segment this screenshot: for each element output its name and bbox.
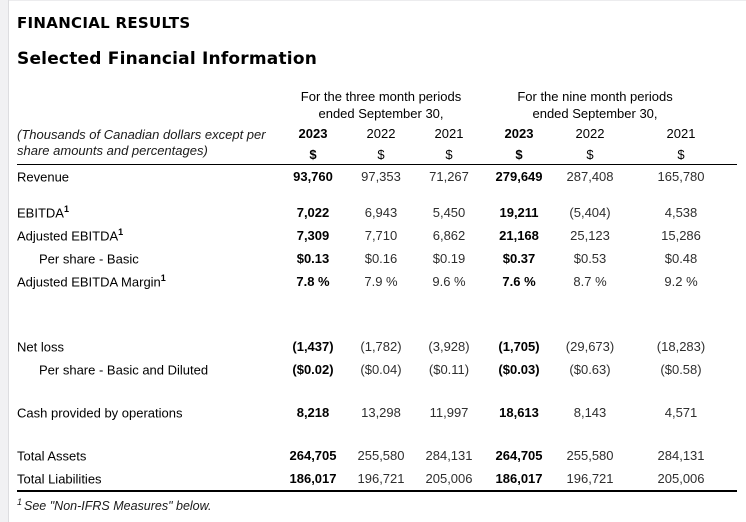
row-label: EBITDA$^1$ <box>17 204 69 221</box>
value-cell: 97,353 <box>361 169 401 184</box>
value-cell: 8,143 <box>573 405 607 420</box>
row-label: Revenue <box>17 169 70 185</box>
nine-month-group-header <box>483 88 737 122</box>
value-cell: 6,862 <box>432 228 466 243</box>
value-cell: 93,760 <box>293 169 333 184</box>
table-row <box>17 358 737 381</box>
group-header-spacer <box>17 88 279 122</box>
value-cell: 15,286 <box>661 228 701 243</box>
value-cell: ($0.63) <box>569 362 611 377</box>
value-cell: $0.37 <box>502 251 536 266</box>
unit-note-line2: share amounts and percentages) <box>17 143 208 158</box>
currency-symbol: $ <box>625 144 737 165</box>
three-month-group-header <box>279 88 483 122</box>
value-cell: 255,580 <box>357 448 405 463</box>
group2-line2: ended September 30, <box>532 106 658 121</box>
table-row <box>17 335 737 358</box>
currency-symbol: $ <box>415 144 483 165</box>
value-cell: 7.9 % <box>364 274 398 289</box>
unit-note <box>17 122 279 165</box>
row-label: Total Liabilities <box>17 467 279 491</box>
spacer-row <box>17 188 737 201</box>
table-row <box>17 270 737 293</box>
value-cell: 4,571 <box>664 405 698 420</box>
table-row <box>17 467 737 491</box>
row-label: Net loss <box>17 339 64 355</box>
value-cell: $0.13 <box>296 251 330 266</box>
value-cell: 9.2 % <box>664 274 698 289</box>
value-cell: (3,928) <box>428 339 470 354</box>
section-subtitle: Selected Financial Information <box>17 49 317 69</box>
value-cell: 8,218 <box>296 405 330 420</box>
footnote-marker: 1 <box>17 497 23 507</box>
table-row <box>17 401 737 424</box>
value-cell: ($0.58) <box>660 362 702 377</box>
value-cell: 255,580 <box>566 448 614 463</box>
value-cell: (18,283) <box>656 339 706 354</box>
value-cell: 71,267 <box>429 169 469 184</box>
value-cell: 287,408 <box>566 169 614 184</box>
value-cell: $0.48 <box>664 251 698 266</box>
row-label: Total Assets <box>17 448 87 464</box>
value-cell: 264,705 <box>289 448 337 463</box>
year-header-2023-9m: 2023 <box>504 125 534 141</box>
year-header-2021-9m: 2021 <box>666 125 696 141</box>
year-header-2021-q3: 2021 <box>434 125 464 141</box>
table-row <box>17 201 737 224</box>
spacer-row <box>17 424 737 444</box>
value-cell: 8.7 % <box>573 274 607 289</box>
row-label: Adjusted EBITDA Margin$^1$ <box>17 273 166 290</box>
footnote <box>17 497 746 513</box>
value-cell: (1,437) <box>292 339 334 354</box>
value-cell: 21,168 <box>499 228 539 243</box>
value-cell: (1,705) <box>498 339 540 354</box>
currency-symbol: $ <box>279 144 347 165</box>
page-left-edge <box>0 0 9 522</box>
group2-line1: For the nine month periods <box>517 89 673 104</box>
value-cell: (1,782) <box>360 339 402 354</box>
year-header-row <box>17 122 737 144</box>
value-cell: 19,211 <box>499 205 539 220</box>
value-cell: 165,780 <box>657 169 705 184</box>
value-cell: $0.53 <box>573 251 607 266</box>
table-row <box>17 247 737 270</box>
value-cell: 7,309 <box>296 228 330 243</box>
financial-results-table <box>17 88 737 492</box>
table-body <box>17 165 737 492</box>
value-cell: 7.8 % <box>296 274 330 289</box>
value-cell: 13,298 <box>361 405 401 420</box>
value-cell: 205,006 <box>625 467 737 491</box>
value-cell: (29,673) <box>565 339 615 354</box>
value-cell: 11,997 <box>429 405 469 420</box>
document-page <box>9 0 746 513</box>
year-header-2022-9m: 2022 <box>575 125 605 141</box>
value-cell: (5,404) <box>569 205 611 220</box>
value-cell: 4,538 <box>664 205 698 220</box>
table-row <box>17 444 737 467</box>
group1-line2: ended September 30, <box>318 106 444 121</box>
value-cell: 18,613 <box>499 405 539 420</box>
value-cell: 25,123 <box>570 228 610 243</box>
value-cell: $0.16 <box>364 251 398 266</box>
value-cell: 7,710 <box>364 228 398 243</box>
spacer-row <box>17 293 737 335</box>
value-cell: ($0.02) <box>292 362 334 377</box>
row-label: Adjusted EBITDA$^1$ <box>17 227 124 244</box>
value-cell: 5,450 <box>432 205 466 220</box>
value-cell: 6,943 <box>364 205 398 220</box>
value-cell: 196,721 <box>555 467 625 491</box>
value-cell: 7.6 % <box>502 274 536 289</box>
unit-note-line1: (Thousands of Canadian dollars except per <box>17 127 266 142</box>
value-cell: ($0.04) <box>360 362 402 377</box>
value-cell: 186,017 <box>483 467 555 491</box>
value-cell: 9.6 % <box>432 274 466 289</box>
table-row <box>17 224 737 247</box>
group1-line1: For the three month periods <box>300 89 462 104</box>
value-cell: ($0.11) <box>428 362 470 377</box>
year-header-2022-q3: 2022 <box>366 125 396 141</box>
row-label: Per share - Basic <box>39 251 139 267</box>
footnote-text: See "Non-IFRS Measures" below. <box>24 499 212 514</box>
currency-symbol: $ <box>483 144 555 165</box>
spacer-row <box>17 381 737 401</box>
row-label: Cash provided by operations <box>17 405 183 421</box>
value-cell: 196,721 <box>347 467 415 491</box>
value-cell: 7,022 <box>296 205 330 220</box>
value-cell: 186,017 <box>279 467 347 491</box>
value-cell: 279,649 <box>495 169 543 184</box>
year-header-2023-q3: 2023 <box>298 125 328 141</box>
value-cell: 284,131 <box>425 448 473 463</box>
value-cell: 284,131 <box>657 448 705 463</box>
value-cell: 205,006 <box>415 467 483 491</box>
value-cell: ($0.03) <box>498 362 540 377</box>
table-row <box>17 165 737 189</box>
currency-symbol: $ <box>347 144 415 165</box>
value-cell: $0.19 <box>432 251 466 266</box>
page-title: FINANCIAL RESULTS <box>17 14 191 32</box>
row-label: Per share - Basic and Diluted <box>39 362 209 378</box>
currency-symbol: $ <box>555 144 625 165</box>
group-header-row <box>17 88 737 122</box>
value-cell: 264,705 <box>495 448 543 463</box>
